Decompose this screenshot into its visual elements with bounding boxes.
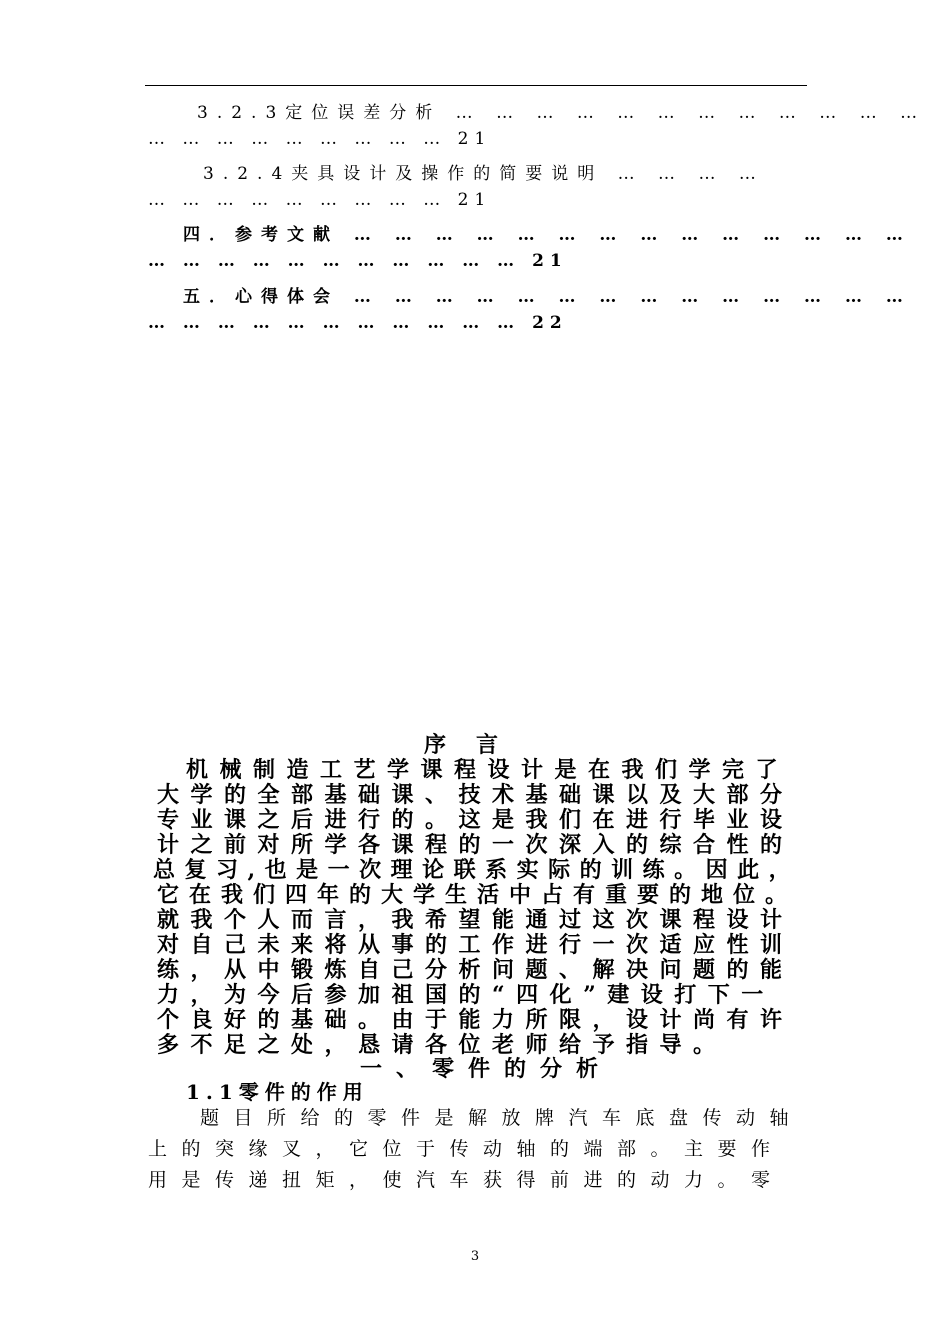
toc-entry-reflections: 五．心得体会 … … … … … … … … … … … … … … (183, 287, 912, 307)
body-line: 上的突缘叉，它位于传动轴的端部。主要作 (148, 1138, 785, 1160)
page-number: 3 (470, 1249, 480, 1264)
preface-line: 它在我们四年的大学生活中占有重要的地位。 (157, 882, 798, 908)
preface-line: 力，为今后参加祖国的“四化”建设打下一 (157, 982, 775, 1008)
preface-line: 计之前对所学各课程的一次深入的综合性的 (157, 832, 794, 858)
preface-line: 就我个人而言，我希望能通过这次课程设计 (157, 907, 794, 933)
body-line: 用是传递扭矩，使汽车获得前进的动力。零 (148, 1169, 785, 1191)
toc-entry-3-2-3: 3.2.3定位误差分析 … … … … … … … … … … … … (197, 103, 927, 123)
section-title: 一、零件的分析 (360, 1056, 613, 1082)
preface-line: 机械制造工艺学课程设计是在我们学完了 (186, 757, 790, 783)
toc-entry-reflections-page: … … … … … … … … … … … 22 (148, 313, 568, 333)
preface-line: 多不足之处，恳请各位老师给予指导。 (157, 1032, 727, 1058)
toc-entry-3-2-4: 3.2.4夹具设计及操作的简要说明 … … … … (203, 164, 765, 184)
preface-line: 总复习,也是一次理论联系实际的训练。因此， (153, 857, 801, 883)
header-rule (145, 85, 807, 86)
preface-line: 个良好的基础。由于能力所限，设计尚有许 (157, 1007, 794, 1033)
preface-line: 对自己未来将从事的工作进行一次适应性训 (157, 932, 794, 958)
toc-entry-3-2-3-page: … … … … … … … … … 21 (148, 129, 492, 149)
preface-title: 序言 (424, 732, 529, 758)
preface-line: 专业课之后进行的。这是我们在进行毕业设 (157, 807, 794, 833)
toc-entry-references: 四．参考文献 … … … … … … … … … … … … … … (183, 225, 912, 245)
preface-line: 练，从中锻炼自己分析问题、解决问题的能 (157, 957, 794, 983)
subsection-title: 1.1零件的作用 (186, 1080, 369, 1104)
body-line: 题目所给的零件是解放牌汽车底盘传动轴 (200, 1107, 804, 1129)
preface-line: 大学的全部基础课、技术基础课以及大部分 (157, 782, 794, 808)
toc-entry-references-page: … … … … … … … … … … … 21 (148, 251, 568, 271)
toc-entry-3-2-4-page: … … … … … … … … … 21 (148, 190, 492, 210)
